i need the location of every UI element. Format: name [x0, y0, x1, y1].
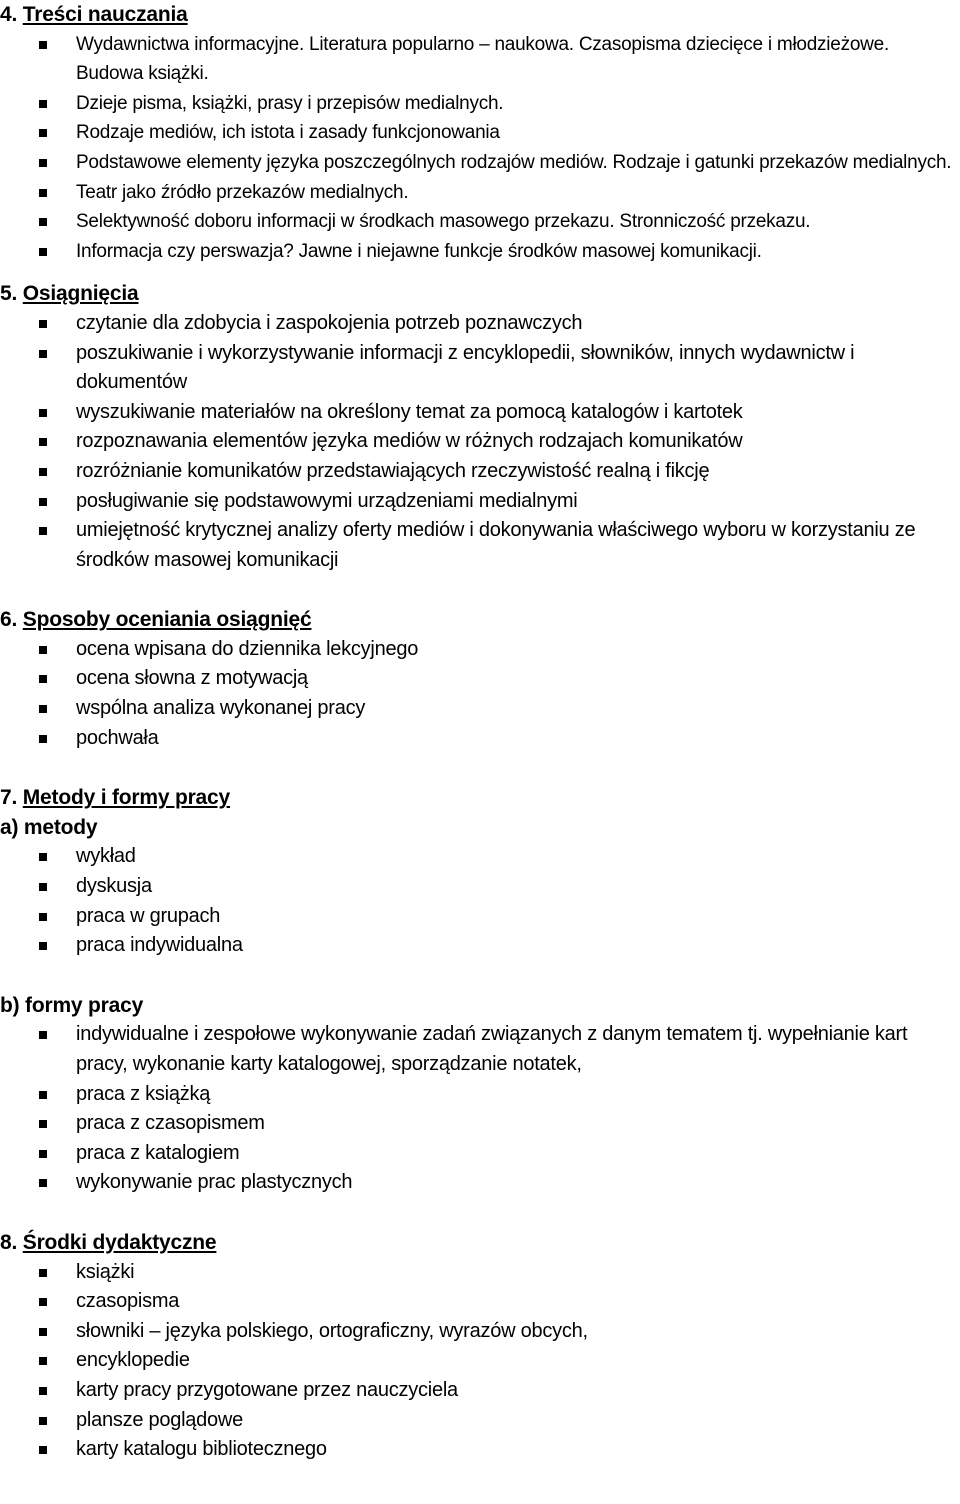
list-item	[0, 487, 956, 517]
square-bullet-icon	[39, 1179, 47, 1187]
list-item	[0, 1109, 956, 1139]
list-item	[0, 1168, 956, 1198]
list-item-text: poszukiwanie i wykorzystywanie informacji z encyklopedii, słowników, innych wydawnictw i dokumentów	[76, 341, 855, 394]
square-bullet-icon	[39, 320, 47, 328]
list-item-text: Podstawowe elementy języka poszczególnych rodzajów mediów. Rodzaje i gatunki przekazów medialnych.	[76, 151, 952, 173]
section-osiagniecia	[0, 279, 956, 575]
list-item	[0, 237, 956, 267]
square-bullet-icon	[39, 248, 47, 256]
bullet-list	[0, 30, 956, 267]
list-item-text: dyskusja	[76, 875, 152, 898]
section-title: Środki dydaktyczne	[22, 1230, 217, 1254]
list-item-text: rozpoznawania elementów języka mediów w różnych rodzajach komunikatów	[76, 430, 743, 453]
section-sposoby-oceniania	[0, 605, 956, 753]
list-item	[0, 1139, 956, 1169]
square-bullet-icon	[39, 350, 47, 358]
list-item	[0, 30, 956, 89]
section-heading	[0, 605, 956, 635]
square-bullet-icon	[39, 1417, 47, 1425]
list-item	[0, 1020, 956, 1079]
square-bullet-icon	[39, 498, 47, 506]
list-item	[0, 902, 956, 932]
square-bullet-icon	[39, 1357, 47, 1365]
list-item-text: ocena słowna z motywacją	[76, 667, 308, 690]
section-metody-i-formy-pracy	[0, 783, 956, 1198]
list-item-text: umiejętność krytycznej analizy oferty mediów i dokonywania właściwego wyboru w korzystaniu ze środków masowej komunikacji	[76, 519, 916, 571]
list-item-text: praca w grupach	[76, 904, 221, 927]
square-bullet-icon	[39, 218, 47, 226]
list-item-text: pochwała	[76, 726, 159, 749]
square-bullet-icon	[39, 129, 47, 137]
square-bullet-icon	[39, 527, 47, 535]
list-item	[0, 635, 956, 665]
list-item-text: praca z czasopismem	[76, 1112, 265, 1135]
list-item-text: praca z książką	[76, 1082, 211, 1105]
list-item-text: praca z katalogiem	[76, 1141, 240, 1164]
list-item-text: czasopisma	[76, 1290, 180, 1313]
square-bullet-icon	[39, 735, 47, 743]
section-heading	[0, 0, 956, 30]
section-title: Osiągnięcia	[22, 282, 139, 306]
list-item	[0, 1406, 956, 1436]
list-item-text: ocena wpisana do dziennika lekcyjnego	[76, 637, 419, 660]
list-item	[0, 931, 956, 961]
square-bullet-icon	[39, 1298, 47, 1306]
list-item-text: słowniki – języka polskiego, ortograficzny, wyrazów obcych,	[76, 1319, 588, 1342]
list-item-text: indywidualne i zespołowe wykonywanie zadań związanych z danym tematem tj. wypełnianie kart pracy, wykonanie karty katalogowej, sporządzanie notatek,	[76, 1023, 908, 1075]
list-item-text: Teatr jako źródło przekazów medialnych.	[76, 181, 409, 203]
list-item	[0, 664, 956, 694]
list-item-text: Wydawnictwa informacyjne. Literatura popularno – naukowa. Czasopisma dziecięce i młodzieżowe. Budowa książki.	[76, 33, 889, 85]
section-title: Sposoby oceniania osiągnięć	[22, 608, 312, 632]
section-title: Metody i formy pracy	[22, 786, 230, 810]
square-bullet-icon	[39, 41, 47, 49]
list-item	[0, 1287, 956, 1317]
subsection-heading-formy-pracy: b) formy pracy	[0, 993, 144, 1017]
list-item	[0, 148, 956, 178]
list-item	[0, 724, 956, 754]
list-item	[0, 89, 956, 119]
section-heading	[0, 783, 956, 813]
list-item-text: Informacja czy perswazja? Jawne i niejawne funkcje środków masowej komunikacji.	[76, 240, 762, 262]
list-item-text: praca indywidualna	[76, 934, 243, 957]
spacer	[0, 1198, 956, 1228]
section-heading	[0, 279, 956, 309]
list-item	[0, 339, 956, 398]
section-number: 8.	[0, 1230, 18, 1254]
list-item	[0, 872, 956, 902]
list-item	[0, 1376, 956, 1406]
bullet-list	[0, 1258, 956, 1465]
list-item	[0, 309, 956, 339]
subsection-heading-metody: a) metody	[0, 815, 98, 839]
spacer	[0, 961, 956, 991]
square-bullet-icon	[39, 1150, 47, 1158]
list-item-text: wykonywanie prac plastycznych	[76, 1171, 353, 1194]
list-item	[0, 457, 956, 487]
square-bullet-icon	[39, 705, 47, 713]
list-item-text: wykład	[76, 845, 136, 868]
list-item	[0, 427, 956, 457]
spacer	[0, 266, 956, 279]
list-item	[0, 1258, 956, 1288]
list-item	[0, 1435, 956, 1465]
list-item-text: Rodzaje mediów, ich istota i zasady funkcjonowania	[76, 122, 500, 144]
section-tresci-nauczania	[0, 0, 956, 266]
list-item	[0, 1080, 956, 1110]
list-item-text: karty katalogu bibliotecznego	[76, 1438, 327, 1461]
list-item-text: książki	[76, 1260, 135, 1283]
section-title: Treści nauczania	[22, 3, 188, 26]
spacer	[0, 575, 956, 605]
square-bullet-icon	[39, 675, 47, 683]
square-bullet-icon	[39, 409, 47, 417]
square-bullet-icon	[39, 1269, 47, 1277]
list-item	[0, 842, 956, 872]
square-bullet-icon	[39, 189, 47, 197]
square-bullet-icon	[39, 942, 47, 950]
list-item-text: wyszukiwanie materiałów na określony temat za pomocą katalogów i kartotek	[76, 400, 743, 423]
spacer	[0, 753, 956, 783]
list-item	[0, 207, 956, 237]
list-item-text: czytanie dla zdobycia i zaspokojenia potrzeb poznawczych	[76, 311, 583, 334]
list-item	[0, 1346, 956, 1376]
list-item-text: wspólna analiza wykonanej pracy	[76, 697, 366, 720]
section-heading	[0, 1228, 956, 1258]
section-number: 5.	[0, 282, 18, 306]
section-number: 6.	[0, 608, 18, 632]
section-number: 4.	[0, 3, 18, 26]
square-bullet-icon	[39, 1328, 47, 1336]
square-bullet-icon	[39, 913, 47, 921]
list-item-text: rozróżnianie komunikatów przedstawiających rzeczywistość realną i fikcję	[76, 459, 710, 482]
square-bullet-icon	[39, 438, 47, 446]
list-item	[0, 516, 956, 575]
square-bullet-icon	[39, 1091, 47, 1099]
list-item-text: posługiwanie się podstawowymi urządzeniami medialnymi	[76, 489, 578, 512]
square-bullet-icon	[39, 646, 47, 654]
bullet-list	[0, 309, 956, 575]
list-item-text: Selektywność doboru informacji w środkach masowego przekazu. Stronniczość przekazu.	[76, 211, 811, 233]
list-item	[0, 118, 956, 148]
list-item	[0, 178, 956, 208]
list-item-text: encyklopedie	[76, 1349, 190, 1372]
section-srodki-dydaktyczne	[0, 1228, 956, 1465]
square-bullet-icon	[39, 1446, 47, 1454]
list-item	[0, 398, 956, 428]
section-number: 7.	[0, 786, 18, 810]
list-item	[0, 1317, 956, 1347]
list-item-text: plansze poglądowe	[76, 1408, 243, 1431]
list-item-text: Dzieje pisma, książki, prasy i przepisów medialnych.	[76, 92, 504, 114]
square-bullet-icon	[39, 883, 47, 891]
square-bullet-icon	[39, 1120, 47, 1128]
bullet-list	[0, 635, 956, 753]
square-bullet-icon	[39, 468, 47, 476]
square-bullet-icon	[39, 1387, 47, 1395]
list-item-text: karty pracy przygotowane przez nauczyciela	[76, 1378, 458, 1401]
bullet-list	[0, 842, 956, 960]
square-bullet-icon	[39, 853, 47, 861]
list-item	[0, 694, 956, 724]
square-bullet-icon	[39, 100, 47, 108]
square-bullet-icon	[39, 1031, 47, 1039]
bullet-list	[0, 1020, 956, 1198]
square-bullet-icon	[39, 159, 47, 167]
